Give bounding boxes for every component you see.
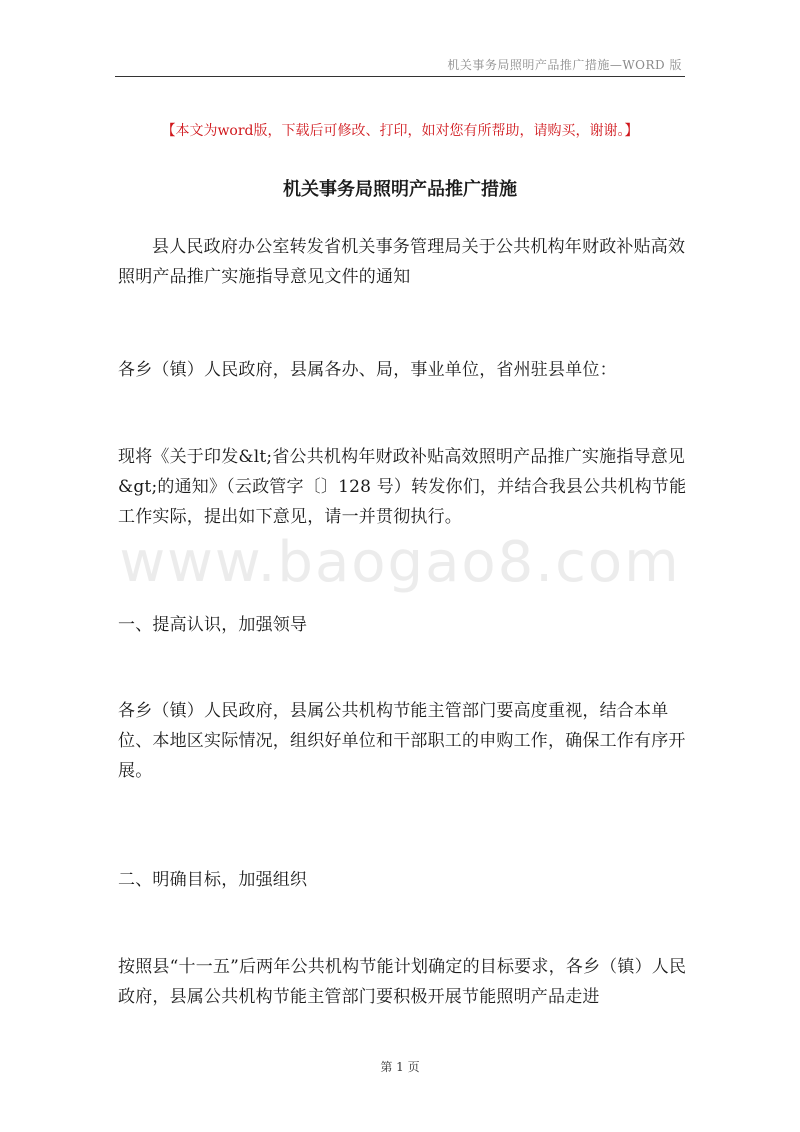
document-body-section-2-text [118,953,688,1013]
document-body [118,233,688,293]
header-rule [115,76,685,77]
download-notice: 【本文为word版，下载后可修改、打印，如对您有所帮助，请购买，谢谢。】 [161,123,639,139]
paragraph-subject: 县人民政府办公室转发省机关事务管理局关于公共机构年财政补贴高效照明产品推广实施指导意见文件的通知 [118,237,686,287]
document-body-intro [118,443,688,532]
document-body-addressee [118,356,688,386]
paragraph-section-1: 各乡（镇）人民政府，县属公共机构节能主管部门要高度重视，结合本单位、本地区实际情况，组织好单位和干部职工的申购工作，确保工作有序开展。 [118,701,686,781]
page-footer: 第 1 页 [380,1060,420,1074]
section-heading-1: 一、提高认识，加强领导 [118,615,308,635]
document-body-section-2 [118,866,688,896]
document-title: 机关事务局照明产品推广措施 [283,179,517,200]
running-header: 机关事务局照明产品推广措施—WORD 版 [447,58,682,72]
paragraph-addressee: 各乡（镇）人民政府，县属各办、局，事业单位，省州驻县单位： [118,360,617,380]
document-body-section-1 [118,611,688,641]
section-heading-2: 二、明确目标，加强组织 [118,870,308,890]
watermark: www.baogao8.com [119,530,681,595]
paragraph-intro: 现将《关于印发&lt;省公共机构年财政补贴高效照明产品推广实施指导意见&gt;的通知》（云政管字〔〕128 号）转发你们，并结合我县公共机构节能工作实际，提出如下意见，请一并贯彻执行。 [118,447,687,527]
document-body-section-1-text [118,697,688,786]
paragraph-section-2: 按照县“十一五”后两年公共机构节能计划确定的目标要求，各乡（镇）人民政府，县属公共机构节能主管部门要积极开展节能照明产品走进 [118,957,687,1007]
